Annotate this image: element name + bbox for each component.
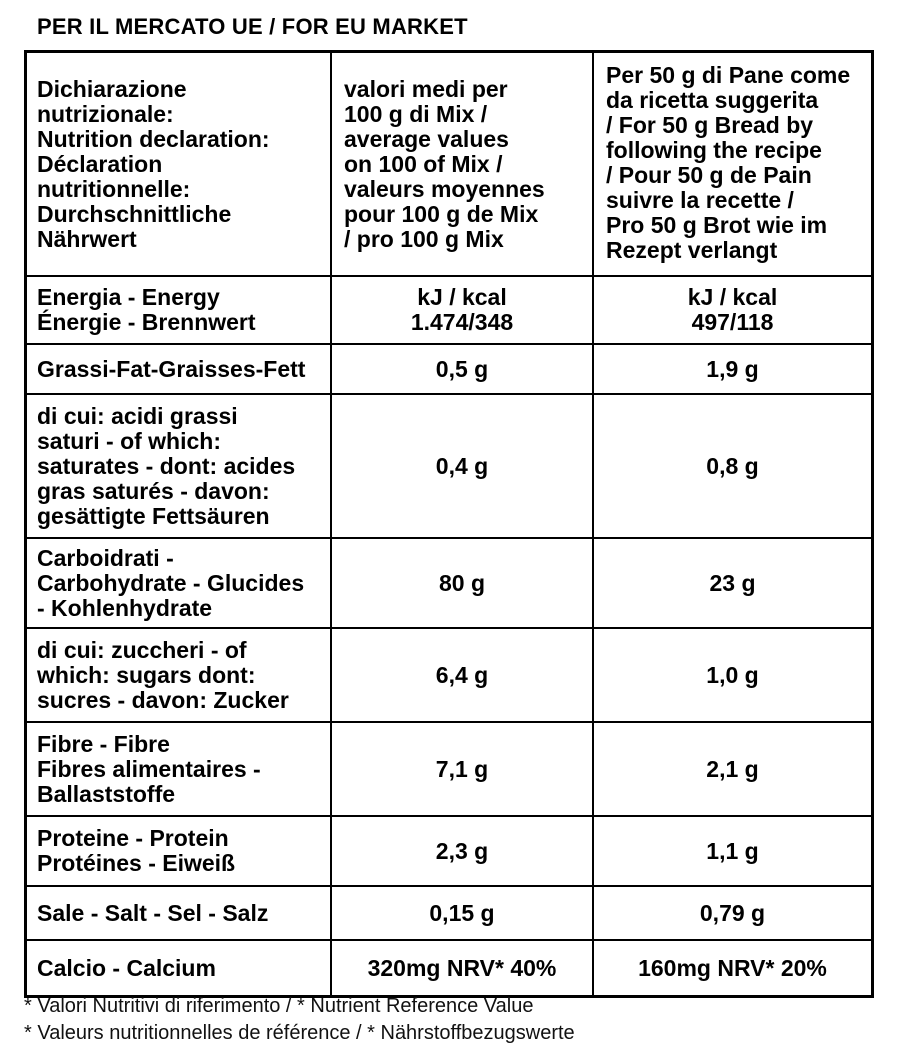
nutrient-label: Proteine - Protein Protéines - Eiweiß (27, 817, 332, 885)
footnote: * Valori Nutritivi di riferimento / * Nutrient Reference Value (24, 995, 534, 1017)
nutrient-label: Calcio - Calcium (27, 941, 332, 995)
value-per-100g: 0,5 g (332, 345, 594, 393)
market-header: PER IL MERCATO UE / FOR EU MARKET (37, 14, 468, 39)
value-per-100g: 7,1 g (332, 723, 594, 815)
table-row (27, 275, 871, 343)
value-per-50g: kJ / kcal 497/118 (687, 284, 778, 335)
table-row (27, 885, 871, 939)
table-row (27, 627, 871, 721)
table-row (27, 939, 871, 995)
value-per-50g: 0,8 g (706, 452, 759, 479)
per-100g-column-header: valori medi per 100 g di Mix / average values on 100 of Mix / valeurs moyennes pour 100 g de Mix / pro 100 g Mix (332, 53, 594, 275)
value-per-50g: 1,9 g (706, 355, 759, 382)
value-per-50g: 1,0 g (706, 661, 759, 688)
nutrient-label: Sale - Salt - Sel - Salz (27, 887, 332, 939)
table-row (27, 815, 871, 885)
value-per-100g: 80 g (332, 539, 594, 627)
footnote: * Valeurs nutritionnelles de référence / * Nährstoffbezugswerte (24, 1022, 575, 1044)
value-per-50g: 0,79 g (699, 899, 766, 926)
nutrient-label: di cui: acidi grassi saturi - of which: saturates - dont: acides gras saturés - davon: gesättigte Fettsäuren (27, 395, 332, 537)
table-row (27, 721, 871, 815)
value-per-50g: 2,1 g (706, 755, 759, 782)
nutrient-label: Fibre - Fibre Fibres alimentaires - Ballaststoffe (27, 723, 332, 815)
table-row (27, 343, 871, 393)
nutrient-label: Carboidrati - Carbohydrate - Glucides - Kohlenhydrate (27, 539, 332, 627)
value-per-100g: kJ / kcal 1.474/348 (332, 277, 594, 343)
per-50g-column-header: Per 50 g di Pane come da ricetta suggerita / For 50 g Bread by following the recipe / Pour 50 g de Pain suivre la recette / Pro 50 g Brot wie im Rezept verlangt (606, 62, 851, 263)
value-per-50g: 1,1 g (706, 837, 759, 864)
value-per-100g: 2,3 g (332, 817, 594, 885)
nutrient-label: Energia - Energy Énergie - Brennwert (27, 277, 332, 343)
value-per-50g: 23 g (709, 569, 756, 596)
value-per-100g: 320mg NRV* 40% (332, 941, 594, 995)
nutrient-label: Grassi-Fat-Graisses-Fett (27, 345, 332, 393)
table-row (27, 537, 871, 627)
value-per-100g: 0,15 g (332, 887, 594, 939)
nutrient-label: di cui: zuccheri - of which: sugars dont: sucres - davon: Zucker (27, 629, 332, 721)
value-per-100g: 6,4 g (332, 629, 594, 721)
table-header-row (27, 53, 871, 275)
label-column-header: Dichiarazione nutrizionale: Nutrition declaration: Déclaration nutritionnelle: Durchschnittliche Nährwert (27, 53, 332, 275)
value-per-50g: 160mg NRV* 20% (638, 954, 827, 981)
table-row (27, 393, 871, 537)
value-per-100g: 0,4 g (332, 395, 594, 537)
nutrition-table (24, 50, 874, 998)
